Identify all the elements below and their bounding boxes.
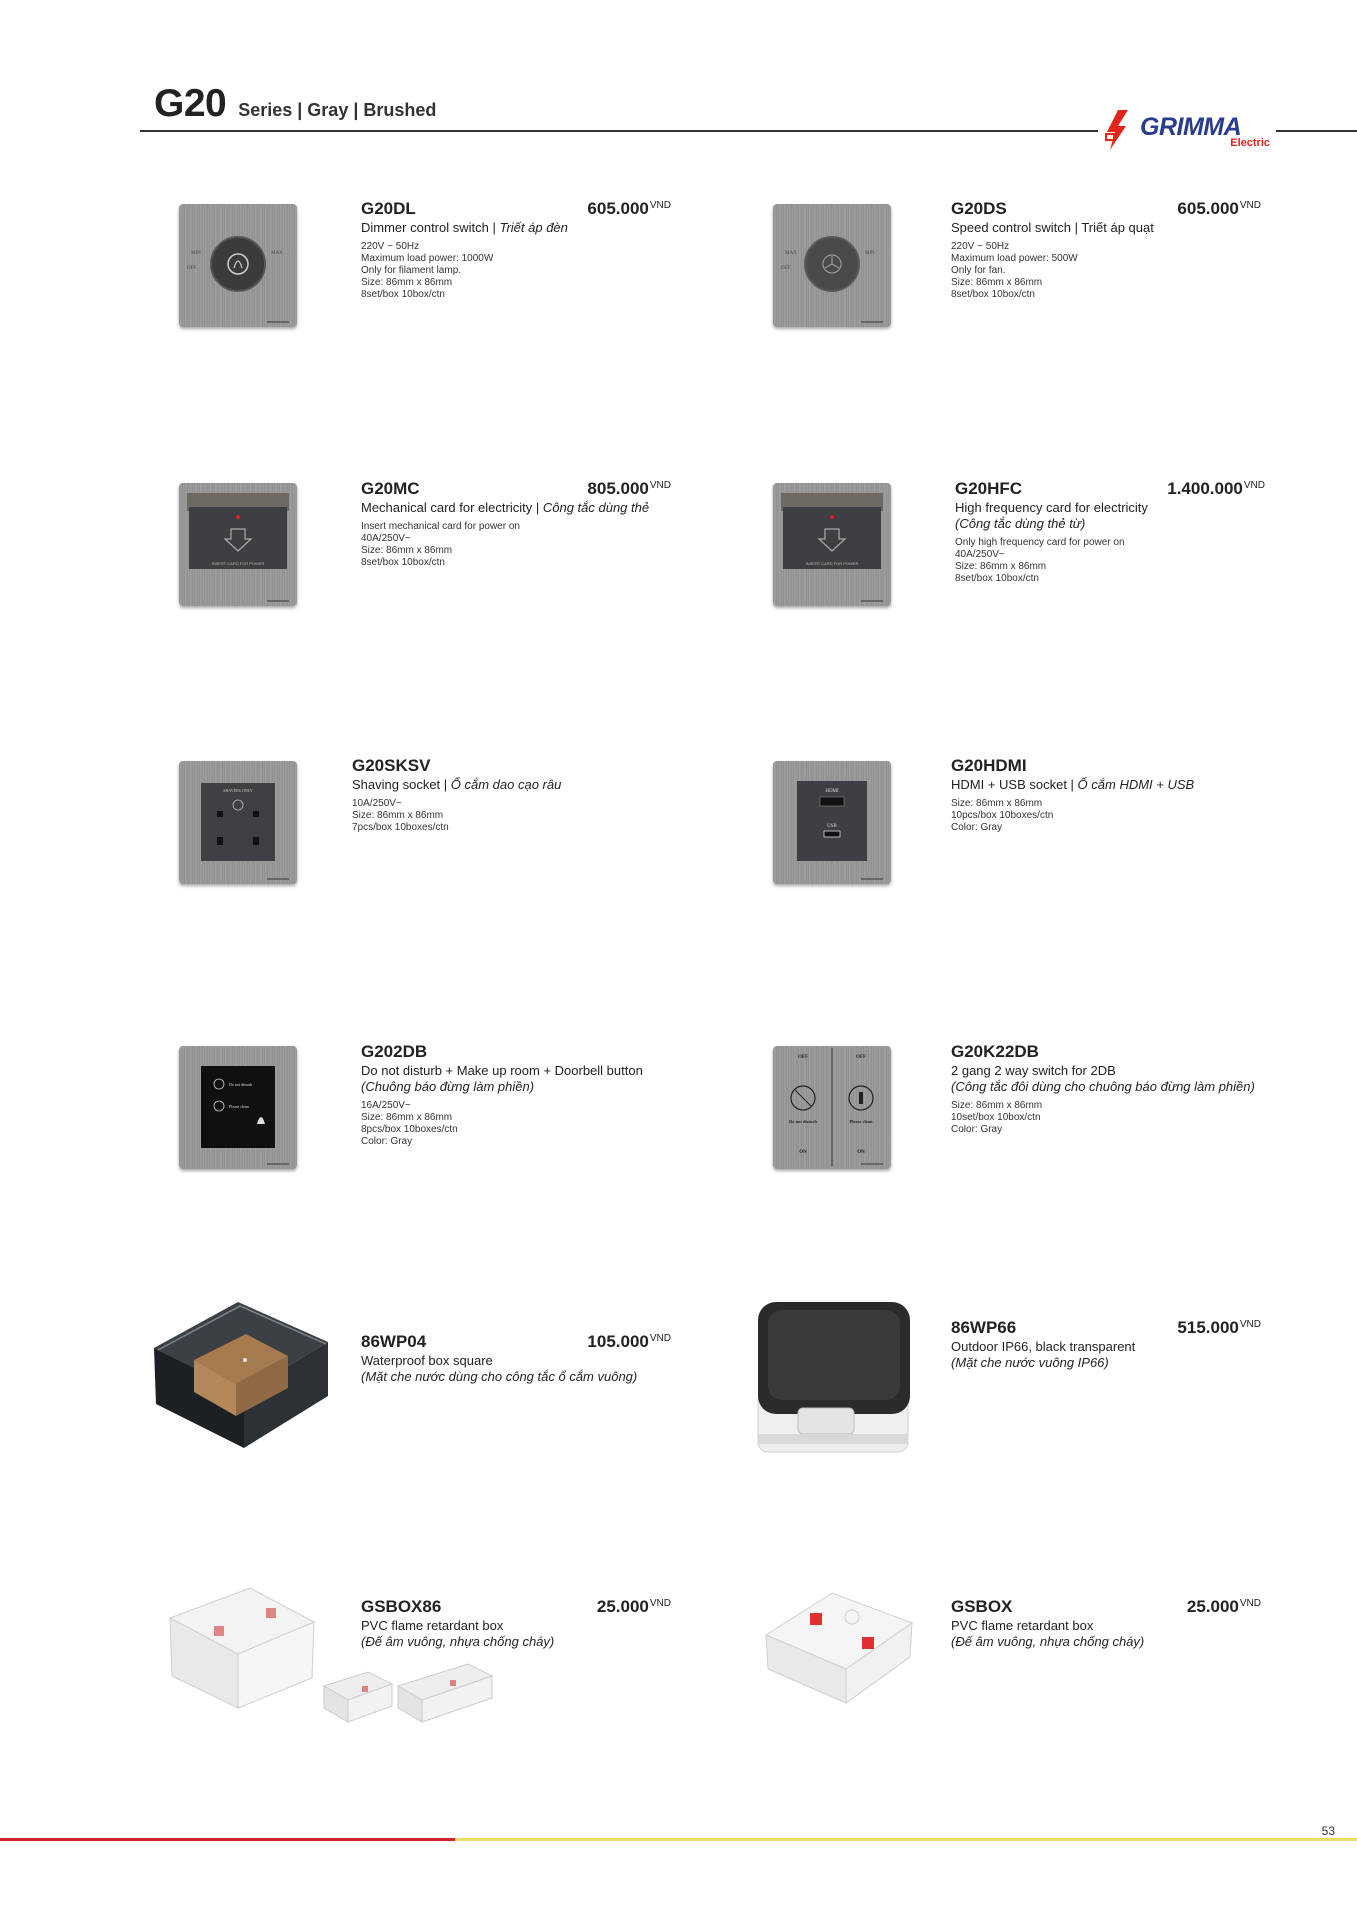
hdmi-usb-socket-icon (773, 761, 891, 884)
product-code: G20HDMI (951, 756, 1027, 775)
header-rule-right (1276, 130, 1357, 132)
fan-speed-knob-icon (773, 204, 891, 327)
left-dnd: Do not disturb (788, 1119, 818, 1124)
clean-label: Please clean (229, 1104, 249, 1109)
product-name: Speed control switch | Triết áp quạt (951, 220, 1154, 235)
left-off: OFF (798, 1055, 808, 1060)
product-name: PVC flame retardant box (951, 1618, 1094, 1633)
grimma-logo-icon (1104, 110, 1136, 150)
product-g20dl (361, 199, 671, 301)
dnd-doorbell-panel-icon (179, 1046, 297, 1169)
brand-logo (1104, 110, 1272, 150)
product-g202db (361, 1042, 691, 1148)
product-image-g20dl (179, 204, 297, 327)
product-name-vi: (Mặt che nước dùng cho công tắc ổ cắm vuông) (361, 1369, 638, 1384)
product-gsbox86 (361, 1597, 671, 1649)
right-on: ON (857, 1150, 865, 1155)
product-name: Mechanical card for electricity | Công tắc dùng thẻ (361, 500, 650, 515)
knob-min: MIN (191, 251, 201, 256)
product-specs: Size: 86mm x 86mm 10set/box 10box/ctn Color: Gray (951, 1100, 1043, 1135)
product-name: Shaving socket | Ổ cắm dao cạo râu (352, 777, 562, 792)
product-name-vi: (Đế âm vuông, nhựa chống cháy) (951, 1634, 1145, 1649)
product-code: G20DS (951, 199, 1007, 218)
product-price: $605.000^{VND}$ (1177, 199, 1261, 218)
product-code: GSBOX (951, 1597, 1013, 1616)
product-image-g20ds (773, 204, 891, 327)
right-off: OFF (856, 1055, 866, 1060)
product-code: G202DB (361, 1042, 428, 1061)
product-code: 86WP04 (361, 1332, 427, 1351)
product-specs: Size: 86mm x 86mm 10pcs/box 10boxes/ctn Color: Gray (951, 798, 1054, 833)
product-code: G20DL (361, 199, 416, 218)
socket-label: SHAVERS ONLY (223, 788, 253, 793)
product-price: $105.000^{VND}$ (587, 1332, 671, 1351)
card-slot-icon (179, 483, 297, 606)
footer-rule-yellow (455, 1838, 1357, 1841)
knob-max: MAX (785, 251, 797, 256)
product-image-g20mc (179, 483, 297, 606)
product-specs: 220V ~ 50Hz Maximum load power: 1000W Only for filament lamp. Size: 86mm x 86mm 8set/box 10box/ctn (361, 241, 494, 300)
product-image-86wp04 (150, 1300, 332, 1452)
series-description: Series | Gray | Brushed (238, 100, 437, 120)
brand-name: GRIMMA (1140, 113, 1242, 141)
product-name: Waterproof box square (361, 1353, 493, 1368)
product-name: Do not disturb + Make up room + Doorbell button (361, 1063, 643, 1078)
product-price: $605.000^{VND}$ (587, 199, 671, 218)
brand-sub: Electric (1230, 137, 1270, 149)
two-gang-switch-icon (773, 1046, 891, 1169)
product-image-g202db (179, 1046, 297, 1169)
product-g20hfc (955, 479, 1265, 585)
product-g20mc (361, 479, 671, 569)
product-image-g20k22db (773, 1046, 891, 1169)
series-code: G20 (154, 82, 227, 125)
product-price: $25.000^{VND}$ (1186, 1597, 1261, 1616)
flush-box-icon (760, 1583, 916, 1707)
card-label: INSERT CARD FOR POWER (211, 561, 265, 566)
shaving-socket-icon (179, 761, 297, 884)
product-specs: 10A/250V~ Size: 86mm x 86mm 7pcs/box 10boxes/ctn (352, 798, 449, 833)
product-code: G20K22DB (951, 1042, 1039, 1061)
product-price: $805.000^{VND}$ (587, 479, 671, 498)
product-image-g20hdmi (773, 761, 891, 884)
product-code: 86WP66 (951, 1318, 1017, 1337)
product-name: PVC flame retardant box (361, 1618, 504, 1633)
knob-max: MAX (271, 251, 283, 256)
right-clean: Please clean (849, 1119, 873, 1124)
product-name: HDMI + USB socket | Ổ cắm HDMI + USB (951, 777, 1195, 792)
product-price: $25.000^{VND}$ (596, 1597, 671, 1616)
knob-min: MIN (865, 251, 875, 256)
usb-label: USB (827, 824, 837, 829)
product-g20ds (951, 199, 1261, 301)
knob-off: OFF (781, 266, 791, 271)
product-code: GSBOX86 (361, 1597, 442, 1616)
left-on: ON (799, 1150, 807, 1155)
product-g20k22db (951, 1042, 1281, 1136)
product-specs: Only high frequency card for power on 40A/250V~ Size: 86mm x 86mm 8set/box 10box/ctn (955, 537, 1125, 584)
dimmer-knob-icon (179, 204, 297, 327)
product-specs: 220V ~ 50Hz Maximum load power: 500W Only for fan. Size: 86mm x 86mm 8set/box 10box/ctn (951, 241, 1078, 300)
product-specs: Insert mechanical card for power on 40A/250V~ Size: 86mm x 86mm 8set/box 10box/ctn (361, 521, 520, 568)
product-gsbox (951, 1597, 1261, 1649)
product-image-g20sksv (179, 761, 297, 884)
product-price: $1.400.000^{VND}$ (1167, 479, 1265, 498)
series-heading (154, 82, 436, 132)
product-name-vi: (Công tắc đôi dùng cho chuông báo đừng làm phiền) (951, 1079, 1255, 1094)
product-name-vi: (Chuông báo đừng làm phiền) (361, 1079, 535, 1094)
hdmi-label: HDMI (825, 789, 839, 794)
ip66-cover-icon (750, 1300, 916, 1462)
product-specs: 16A/250V~ Size: 86mm x 86mm 8pcs/box 10boxes/ctn Color: Gray (361, 1100, 458, 1147)
product-code: G20SKSV (352, 756, 431, 775)
product-name-vi: (Mặt che nước vuông IP66) (951, 1355, 1109, 1370)
product-name: Dimmer control switch | Triết áp đèn (361, 220, 568, 235)
product-price: $515.000^{VND}$ (1177, 1318, 1261, 1337)
product-code: G20HFC (955, 479, 1023, 498)
product-86wp04 (361, 1332, 671, 1384)
product-image-gsbox (760, 1583, 916, 1707)
footer-rule-red (0, 1838, 455, 1841)
product-name: Outdoor IP66, black transparent (951, 1339, 1136, 1354)
product-name-vi: (Công tắc dùng thẻ từ) (955, 516, 1086, 531)
product-name-vi: (Đế âm vuông, nhựa chống cháy) (361, 1634, 555, 1649)
waterproof-box-icon (150, 1300, 332, 1452)
dnd-label: Do not disturb (229, 1082, 253, 1087)
product-g20hdmi (951, 756, 1261, 834)
knob-off: OFF (187, 266, 197, 271)
product-name: High frequency card for electricity (955, 500, 1148, 515)
product-name: 2 gang 2 way switch for 2DB (951, 1063, 1116, 1078)
product-image-g20hfc (773, 483, 891, 606)
header-rule (140, 130, 1098, 132)
product-g20sksv (352, 756, 662, 834)
product-86wp66 (951, 1318, 1261, 1370)
page-number: 53 (1321, 1824, 1335, 1838)
product-code: G20MC (361, 479, 420, 498)
product-image-86wp66 (750, 1300, 916, 1462)
card-slot-icon (773, 483, 891, 606)
card-label: INSERT CARD FOR POWER (805, 561, 859, 566)
